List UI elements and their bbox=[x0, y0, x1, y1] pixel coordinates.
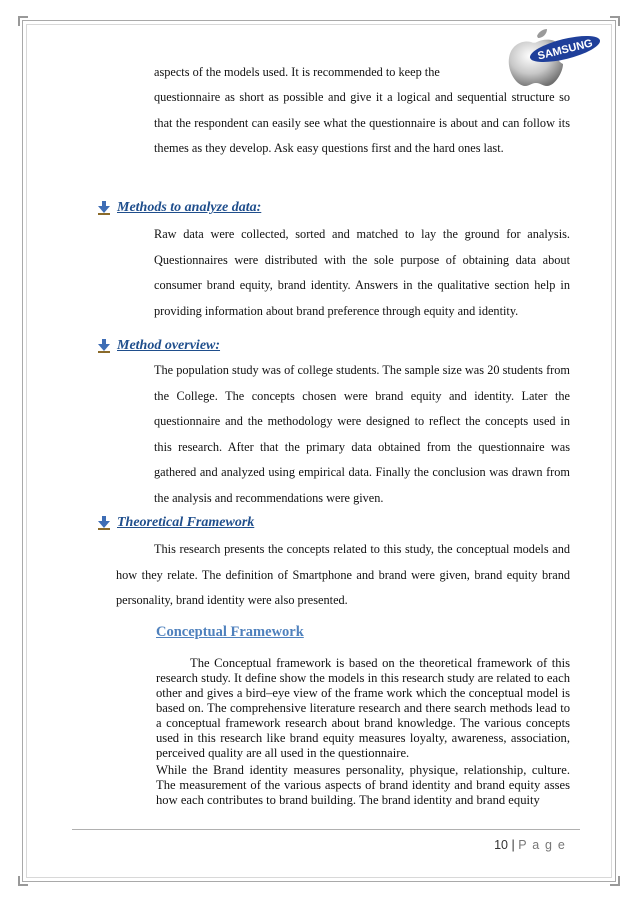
intro-paragraph: questionnaire as short as possible and give it a logical and sequential structure so that the respondent can easily see what the questionnaire is about and can follow its themes as they develop. Ask easy questions first and the hard ones last. bbox=[154, 90, 570, 155]
section-heading-text: Method overview: bbox=[117, 338, 221, 353]
page-footer bbox=[494, 838, 566, 852]
section-heading-text: Theoretical Framework bbox=[117, 515, 255, 530]
footer-separator: | bbox=[511, 838, 515, 852]
logo-brand-text: SAMSUNG bbox=[536, 37, 594, 63]
arrow-bullet-icon bbox=[97, 339, 111, 353]
section-heading-overview bbox=[97, 338, 220, 354]
apple-samsung-logo-icon bbox=[503, 28, 603, 88]
section-body-methods: Raw data were collected, sorted and matched to lay the ground for analysis. Questionnaires were distributed with the sole purpose of obtaining data about consumer brand equity, brand identity. Answers in the qualitative section help in providing information about brand preference through equity and identity. bbox=[154, 227, 570, 318]
footer-rule bbox=[72, 829, 580, 830]
section-body-theoretical: This research presents the concepts related to this study, the conceptual models and how they relate. The definition of Smartphone and brand were given, brand equity brand personality, brand identity were also presented. bbox=[116, 542, 570, 607]
arrow-bullet-icon bbox=[97, 516, 111, 530]
arrow-bullet-icon bbox=[97, 201, 111, 215]
corner-ornament bbox=[610, 876, 620, 886]
subheading-conceptual-framework: Conceptual Framework bbox=[156, 624, 304, 640]
corner-ornament bbox=[18, 876, 28, 886]
section-heading-text: Methods to analyze data: bbox=[117, 200, 262, 215]
intro-first-line: aspects of the models used. It is recommended to keep the bbox=[154, 65, 440, 79]
conceptual-body-continued: While the Brand identity measures personality, physique, relationship, culture. The measurement of the various aspects of brand identity and brand equity asses how each contributes to brand building. The brand identity and brand equity bbox=[156, 763, 570, 807]
conceptual-body: The Conceptual framework is based on the theoretical framework of this research study. It define show the models in this research study are related to each other and gives a bird–eye view of the frame work which the conceptual model is based on. The comprehensive literature research and there search methods lead to a conceptual framework research about brand knowledge. The various concepts used in this research like brand equity measures loyalty, awareness, association, perceived quality are all used in the questionnaire. bbox=[156, 656, 570, 760]
section-heading-methods bbox=[97, 200, 261, 216]
section-body-overview: The population study was of college students. The sample size was 20 students from the College. The concepts chosen were brand equity and identity. Later the questionnaire and the methodology were designed to reflect the concepts used in this research. After that the primary data obtained from the questionnaire was gathered and analyzed using empirical data. Finally the conclusion was drawn from the analysis and recommendations were given. bbox=[154, 363, 570, 505]
corner-ornament bbox=[610, 16, 620, 26]
page-word: P a g e bbox=[518, 838, 566, 852]
corner-ornament bbox=[18, 16, 28, 26]
section-heading-theoretical bbox=[97, 515, 254, 531]
page-number: 10 bbox=[494, 838, 508, 852]
